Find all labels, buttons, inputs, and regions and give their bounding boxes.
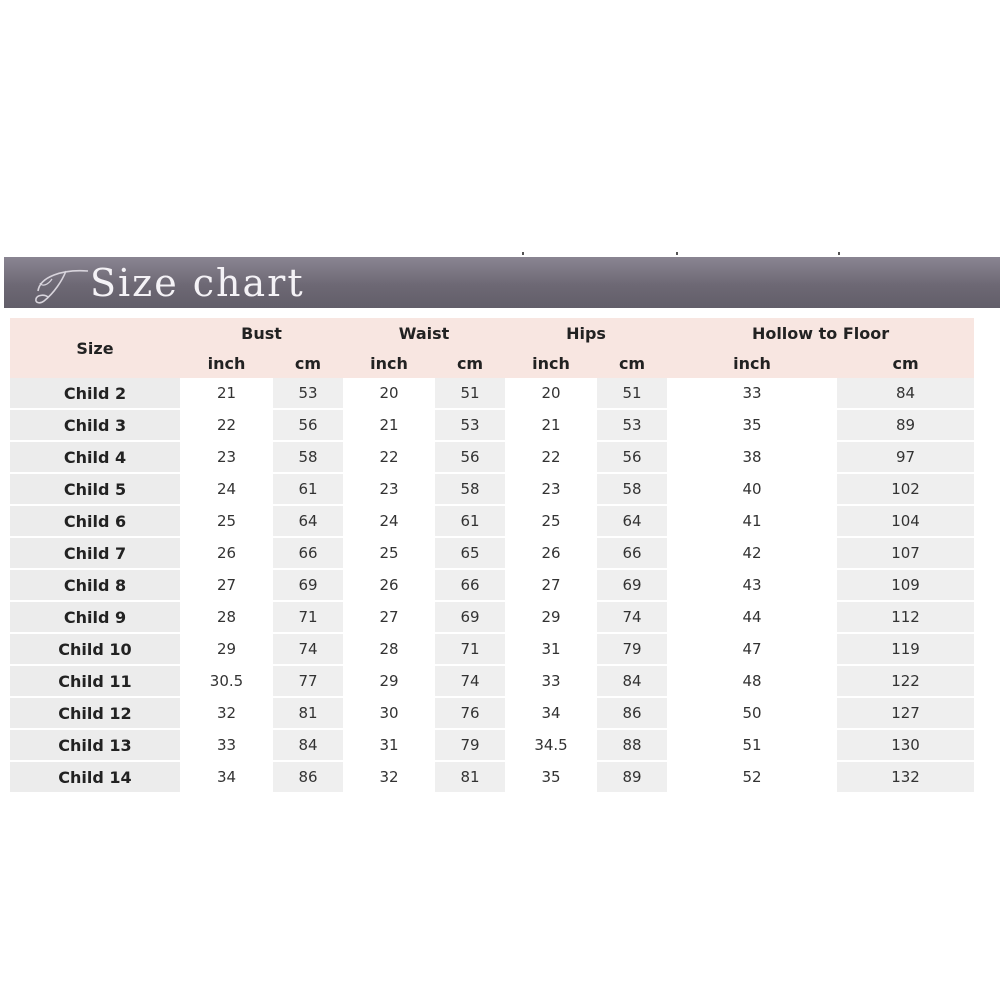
hollow-to-floor-cm-cell: 102 bbox=[837, 474, 974, 506]
hips-cm-cell: 74 bbox=[597, 602, 667, 634]
hollow-to-floor-inch-cell: 51 bbox=[667, 730, 837, 762]
waist-cm-cell: 61 bbox=[435, 506, 505, 538]
hollow-to-floor-cm-cell: 119 bbox=[837, 634, 974, 666]
hips-cm-cell: 51 bbox=[597, 378, 667, 410]
size-label: Child 7 bbox=[10, 538, 180, 570]
waist-inch-cell: 31 bbox=[343, 730, 435, 762]
waist-inch-cell: 23 bbox=[343, 474, 435, 506]
hollow-to-floor-inch-cell: 48 bbox=[667, 666, 837, 698]
size-label: Child 8 bbox=[10, 570, 180, 602]
hollow-to-floor-cm-cell: 97 bbox=[837, 442, 974, 474]
size-label: Child 11 bbox=[10, 666, 180, 698]
hips-inch-cell: 20 bbox=[505, 378, 597, 410]
bust-cm-cell: 84 bbox=[273, 730, 343, 762]
unit-header: cm bbox=[837, 348, 974, 378]
waist-inch-cell: 29 bbox=[343, 666, 435, 698]
hips-inch-cell: 34 bbox=[505, 698, 597, 730]
hollow-to-floor-cm-cell: 107 bbox=[837, 538, 974, 570]
bust-inch-cell: 24 bbox=[180, 474, 273, 506]
hollow-to-floor-cm-cell: 112 bbox=[837, 602, 974, 634]
unit-header: inch bbox=[667, 348, 837, 378]
bust-inch-cell: 22 bbox=[180, 410, 273, 442]
bust-cm-cell: 56 bbox=[273, 410, 343, 442]
table-row bbox=[10, 666, 974, 698]
waist-inch-cell: 28 bbox=[343, 634, 435, 666]
hollow-to-floor-cm-cell: 84 bbox=[837, 378, 974, 410]
waist-cm-cell: 51 bbox=[435, 378, 505, 410]
table-row bbox=[10, 442, 974, 474]
table-row bbox=[10, 570, 974, 602]
bust-inch-cell: 30.5 bbox=[180, 666, 273, 698]
table-row bbox=[10, 410, 974, 442]
hips-inch-cell: 21 bbox=[505, 410, 597, 442]
hollow-to-floor-cm-cell: 127 bbox=[837, 698, 974, 730]
bust-inch-cell: 29 bbox=[180, 634, 273, 666]
waist-inch-cell: 27 bbox=[343, 602, 435, 634]
size-chart-body bbox=[10, 378, 974, 794]
waist-inch-cell: 21 bbox=[343, 410, 435, 442]
bust-cm-cell: 66 bbox=[273, 538, 343, 570]
waist-cm-cell: 76 bbox=[435, 698, 505, 730]
hollow-to-floor-header: Hollow to Floor bbox=[667, 318, 974, 348]
waist-inch-cell: 26 bbox=[343, 570, 435, 602]
bust-cm-cell: 77 bbox=[273, 666, 343, 698]
waist-cm-cell: 81 bbox=[435, 762, 505, 794]
unit-header: inch bbox=[180, 348, 273, 378]
hips-inch-cell: 33 bbox=[505, 666, 597, 698]
waist-inch-cell: 20 bbox=[343, 378, 435, 410]
hollow-to-floor-inch-cell: 44 bbox=[667, 602, 837, 634]
waist-inch-cell: 32 bbox=[343, 762, 435, 794]
size-chart-banner bbox=[4, 257, 1000, 308]
hips-inch-cell: 34.5 bbox=[505, 730, 597, 762]
hollow-to-floor-inch-cell: 42 bbox=[667, 538, 837, 570]
bust-inch-cell: 21 bbox=[180, 378, 273, 410]
waist-inch-cell: 25 bbox=[343, 538, 435, 570]
bust-cm-cell: 61 bbox=[273, 474, 343, 506]
unit-header: cm bbox=[273, 348, 343, 378]
waist-cm-cell: 66 bbox=[435, 570, 505, 602]
waist-cm-cell: 79 bbox=[435, 730, 505, 762]
size-label: Child 5 bbox=[10, 474, 180, 506]
table-row bbox=[10, 762, 974, 794]
top-edge-marks bbox=[0, 252, 1000, 256]
hollow-to-floor-cm-cell: 122 bbox=[837, 666, 974, 698]
size-chart-table bbox=[10, 318, 974, 794]
bust-inch-cell: 27 bbox=[180, 570, 273, 602]
hollow-to-floor-cm-cell: 132 bbox=[837, 762, 974, 794]
table-row bbox=[10, 730, 974, 762]
size-label: Child 13 bbox=[10, 730, 180, 762]
hips-cm-cell: 89 bbox=[597, 762, 667, 794]
table-row bbox=[10, 602, 974, 634]
hollow-to-floor-cm-cell: 130 bbox=[837, 730, 974, 762]
hollow-to-floor-cm-cell: 89 bbox=[837, 410, 974, 442]
size-label: Child 6 bbox=[10, 506, 180, 538]
size-label: Child 12 bbox=[10, 698, 180, 730]
hips-cm-cell: 64 bbox=[597, 506, 667, 538]
bust-cm-cell: 58 bbox=[273, 442, 343, 474]
size-label: Child 10 bbox=[10, 634, 180, 666]
waist-cm-cell: 53 bbox=[435, 410, 505, 442]
waist-inch-cell: 22 bbox=[343, 442, 435, 474]
waist-cm-cell: 65 bbox=[435, 538, 505, 570]
table-row bbox=[10, 506, 974, 538]
hips-cm-cell: 69 bbox=[597, 570, 667, 602]
unit-header: cm bbox=[435, 348, 505, 378]
script-t-ornament-icon bbox=[32, 261, 92, 307]
hollow-to-floor-inch-cell: 52 bbox=[667, 762, 837, 794]
size-label: Child 14 bbox=[10, 762, 180, 794]
hollow-to-floor-inch-cell: 47 bbox=[667, 634, 837, 666]
table-row bbox=[10, 538, 974, 570]
bust-cm-cell: 69 bbox=[273, 570, 343, 602]
unit-header: inch bbox=[505, 348, 597, 378]
waist-cm-cell: 56 bbox=[435, 442, 505, 474]
waist-inch-cell: 30 bbox=[343, 698, 435, 730]
waist-cm-cell: 71 bbox=[435, 634, 505, 666]
size-label: Child 3 bbox=[10, 410, 180, 442]
table-row bbox=[10, 634, 974, 666]
table-row bbox=[10, 474, 974, 506]
hollow-to-floor-inch-cell: 33 bbox=[667, 378, 837, 410]
bust-cm-cell: 71 bbox=[273, 602, 343, 634]
bust-inch-cell: 32 bbox=[180, 698, 273, 730]
hips-cm-cell: 86 bbox=[597, 698, 667, 730]
bust-inch-cell: 25 bbox=[180, 506, 273, 538]
waist-header: Waist bbox=[343, 318, 505, 348]
hips-cm-cell: 84 bbox=[597, 666, 667, 698]
hollow-to-floor-inch-cell: 38 bbox=[667, 442, 837, 474]
hips-inch-cell: 25 bbox=[505, 506, 597, 538]
bust-inch-cell: 28 bbox=[180, 602, 273, 634]
size-label: Child 9 bbox=[10, 602, 180, 634]
waist-cm-cell: 69 bbox=[435, 602, 505, 634]
bust-header: Bust bbox=[180, 318, 343, 348]
bust-inch-cell: 26 bbox=[180, 538, 273, 570]
bust-cm-cell: 74 bbox=[273, 634, 343, 666]
hollow-to-floor-inch-cell: 41 bbox=[667, 506, 837, 538]
hollow-to-floor-inch-cell: 40 bbox=[667, 474, 837, 506]
group-header-row bbox=[10, 318, 974, 348]
unit-header: cm bbox=[597, 348, 667, 378]
page-title: Size chart bbox=[90, 261, 305, 305]
hips-inch-cell: 29 bbox=[505, 602, 597, 634]
hollow-to-floor-cm-cell: 109 bbox=[837, 570, 974, 602]
bust-inch-cell: 23 bbox=[180, 442, 273, 474]
hollow-to-floor-cm-cell: 104 bbox=[837, 506, 974, 538]
hips-cm-cell: 56 bbox=[597, 442, 667, 474]
size-label: Child 4 bbox=[10, 442, 180, 474]
hips-inch-cell: 22 bbox=[505, 442, 597, 474]
hips-inch-cell: 31 bbox=[505, 634, 597, 666]
hips-cm-cell: 88 bbox=[597, 730, 667, 762]
hips-inch-cell: 23 bbox=[505, 474, 597, 506]
table-row bbox=[10, 698, 974, 730]
size-label: Child 2 bbox=[10, 378, 180, 410]
waist-inch-cell: 24 bbox=[343, 506, 435, 538]
bust-inch-cell: 33 bbox=[180, 730, 273, 762]
unit-header: inch bbox=[343, 348, 435, 378]
hollow-to-floor-inch-cell: 43 bbox=[667, 570, 837, 602]
hips-header: Hips bbox=[505, 318, 667, 348]
hollow-to-floor-inch-cell: 50 bbox=[667, 698, 837, 730]
bust-cm-cell: 64 bbox=[273, 506, 343, 538]
bust-cm-cell: 81 bbox=[273, 698, 343, 730]
waist-cm-cell: 74 bbox=[435, 666, 505, 698]
hips-cm-cell: 66 bbox=[597, 538, 667, 570]
hips-inch-cell: 27 bbox=[505, 570, 597, 602]
hips-inch-cell: 35 bbox=[505, 762, 597, 794]
bust-inch-cell: 34 bbox=[180, 762, 273, 794]
waist-cm-cell: 58 bbox=[435, 474, 505, 506]
hips-cm-cell: 79 bbox=[597, 634, 667, 666]
size-column-header: Size bbox=[10, 318, 180, 378]
hips-cm-cell: 58 bbox=[597, 474, 667, 506]
hips-cm-cell: 53 bbox=[597, 410, 667, 442]
hips-inch-cell: 26 bbox=[505, 538, 597, 570]
table-row bbox=[10, 378, 974, 410]
bust-cm-cell: 86 bbox=[273, 762, 343, 794]
hollow-to-floor-inch-cell: 35 bbox=[667, 410, 837, 442]
bust-cm-cell: 53 bbox=[273, 378, 343, 410]
